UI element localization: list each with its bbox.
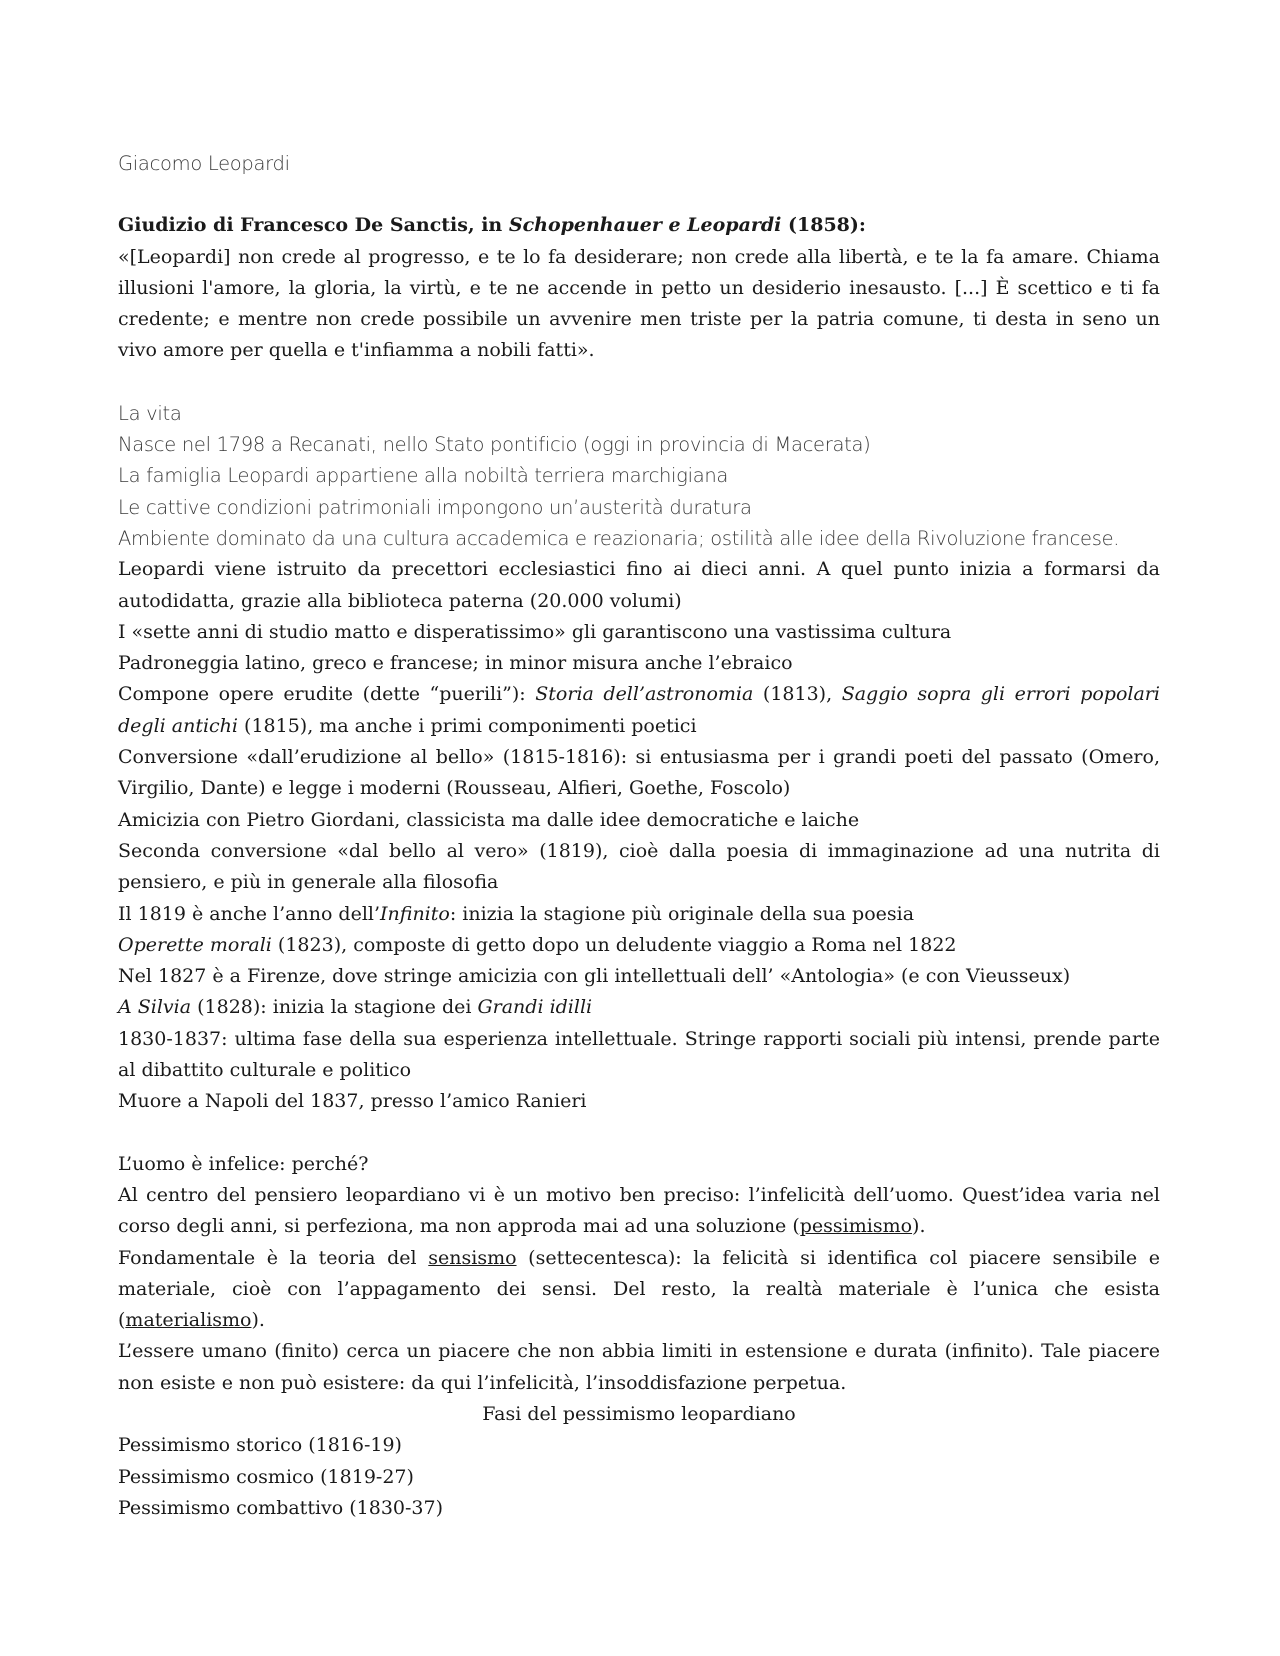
vita-line: Conversione «dall’erudizione al bello» (1815-1816): si entusiasma per i grandi poeti del passato (Omero, Virgilio, Dante) e legge i moderni (Rousseau, Alfieri, Goethe, Foscolo)	[118, 746, 1160, 800]
vita-line: A Silvia (1828): inizia la stagione dei Grandi idilli	[118, 996, 593, 1019]
vita-line: Seconda conversione «dal bello al vero» (1819), cioè dalla poesia di immaginazione ad una nutrita di pensiero, e più in generale alla filosofia	[118, 839, 1160, 894]
vita-line: Il 1819 è anche l’anno dell’Infinito: inizia la stagione più originale della sua poesia	[118, 902, 915, 925]
section-heading-fasi: Fasi del pessimismo leopardiano	[482, 1402, 796, 1425]
document-title: Giacomo Leopardi	[118, 152, 290, 175]
vita-line: La famiglia Leopardi appartiene alla nobiltà terriera marchigiana	[118, 464, 729, 488]
vita-line: Nel 1827 è a Firenze, dove stringe amicizia con gli intellettuali dell’ «Antologia» (e con Vieusseux)	[118, 965, 1071, 988]
vita-line: Amicizia con Pietro Giordani, classicista ma dalle idee democratiche e laiche	[118, 808, 860, 831]
uomo-paragraph: L’essere umano (finito) cerca un piacere che non abbia limiti in estensione e durata (infinito). Tale piacere non esiste e non può esistere: da qui l’infelicità, l’insoddisfazione perpetua.	[118, 1340, 1160, 1394]
uomo-paragraph: Al centro del pensiero leopardiano vi è un motivo ben preciso: l’infelicità dell’uomo. Quest’idea varia nel corso degli anni, si perfeziona, ma non approda mai ad una soluzione (pessimismo).	[118, 1183, 1160, 1238]
vita-line: Padroneggia latino, greco e francese; in minor misura anche l’ebraico	[118, 652, 793, 675]
spacer	[118, 367, 1160, 398]
vita-line: Nasce nel 1798 a Recanati, nello Stato pontificio (oggi in provincia di Macerata)	[118, 433, 871, 457]
document-page	[118, 148, 1160, 1524]
fasi-item: Pessimismo combattivo (1830-37)	[118, 1496, 444, 1519]
vita-line: Ambiente dominato da una cultura accademica e reazionaria; ostilità alle idee della Rivoluzione francese.	[118, 526, 1120, 550]
spacer	[118, 1118, 1160, 1149]
vita-line: I «sette anni di studio matto e disperatissimo» gli garantiscono una vastissima cultura	[118, 620, 952, 643]
vita-line: Muore a Napoli del 1837, presso l’amico Ranieri	[118, 1090, 587, 1113]
section-heading-uomo: L’uomo è infelice: perché?	[118, 1152, 369, 1175]
fasi-item: Pessimismo storico (1816-19)	[118, 1434, 402, 1457]
vita-line: 1830-1837: ultima fase della sua esperienza intellettuale. Stringe rapporti sociali più intensi, prende parte al dibattito culturale e politico	[118, 1027, 1160, 1082]
quote-heading: Giudizio di Francesco De Sanctis, in Schopenhauer e Leopardi (1858):	[118, 214, 866, 237]
vita-line: Operette morali (1823), composte di getto dopo un deludente viaggio a Roma nel 1822	[118, 933, 957, 956]
vita-line: Compone opere erudite (dette “puerili”): Storia dell’astronomia (1813), Saggio sopra gli errori popolari degli antichi (1815), ma anche i primi componimenti poetici	[118, 683, 1160, 737]
vita-line: Leopardi viene istruito da precettori ecclesiastici fino ai dieci anni. A quel punto inizia a formarsi da autodidatta, grazie alla biblioteca paterna (20.000 volumi)	[118, 558, 1160, 612]
uomo-paragraph: Fondamentale è la teoria del sensismo (settecentesca): la felicità si identifica col piacere sensibile e materiale, cioè con l’appagamento dei sensi. Del resto, la realtà materiale è l’unica che esista (materialismo).	[118, 1246, 1161, 1332]
section-heading-vita: La vita	[118, 401, 182, 425]
quote-text: «[Leopardi] non crede al progresso, e te lo fa desiderare; non crede alla libertà, e te la fa amare. Chiama illusioni l'amore, la gloria, la virtù, e te ne accende in petto un desiderio inesausto. [...] È scettico e ti fa credente; e mentre non crede possibile un avvenire men triste per la patria comune, ti desta in seno un vivo amore per quella e t'infiamma a nobili fatti».	[118, 245, 1160, 362]
vita-line: Le cattive condizioni patrimoniali impongono un’austerità duratura	[118, 495, 752, 519]
fasi-item: Pessimismo cosmico (1819-27)	[118, 1465, 414, 1488]
